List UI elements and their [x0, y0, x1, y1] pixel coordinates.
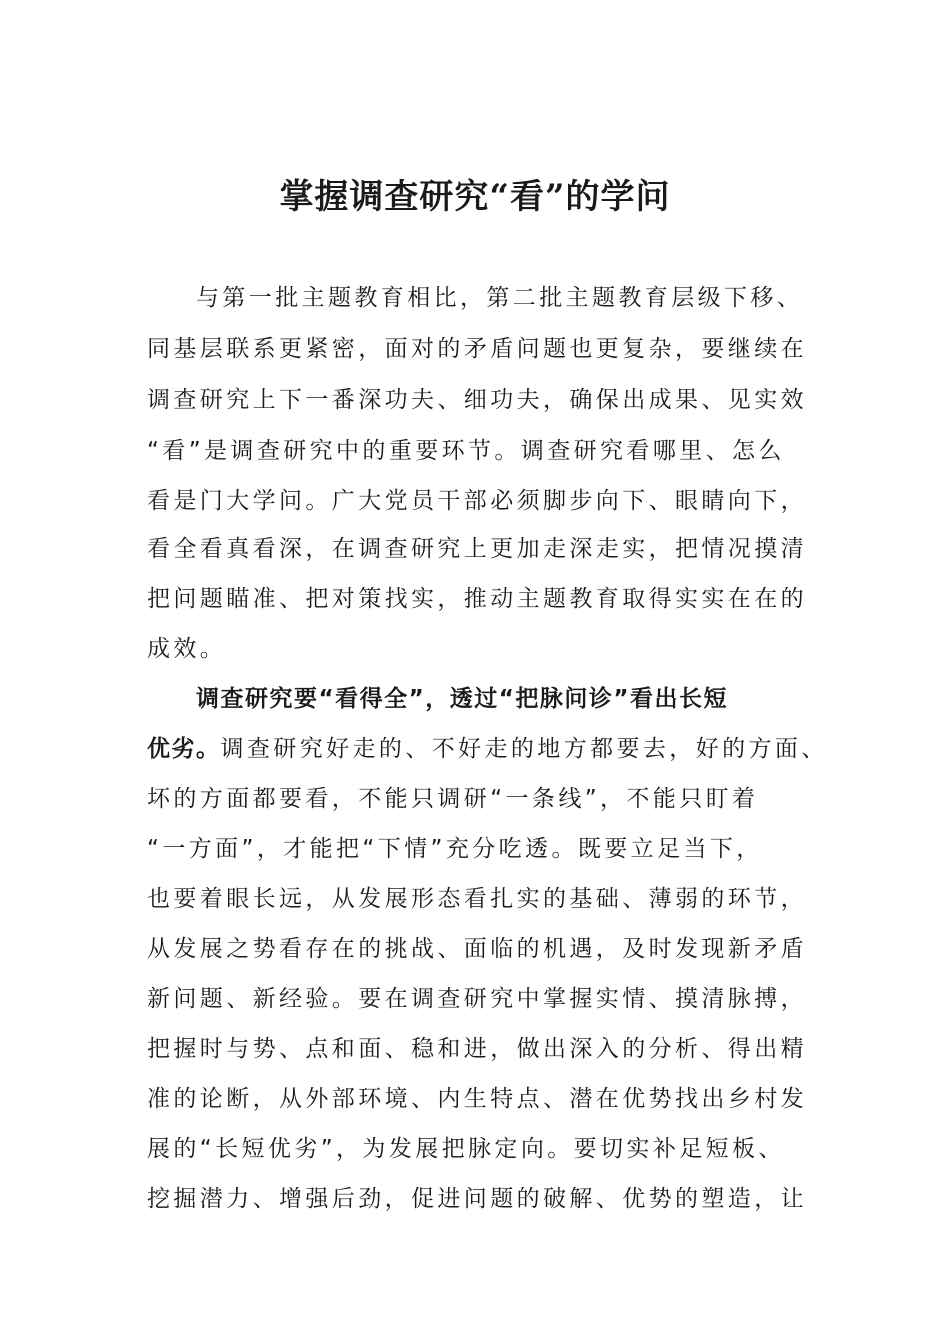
paragraph-1-line-5: 看是门大学问。广大党员干部必须脚步向下、眼睛向下，	[147, 488, 807, 514]
paragraph-2-line-10: 展的“长短优劣”，为发展把脉定向。要切实补足短板、	[147, 1136, 785, 1162]
document-title: 掌握调查研究“看”的学问	[279, 177, 671, 217]
paragraph-1-line-3: 调查研究上下一番深功夫、细功夫，确保出成果、见实效	[147, 387, 807, 413]
paragraph-2-line-7: 新问题、新经验。要在调查研究中掌握实情、摸清脉搏，	[147, 986, 807, 1012]
paragraph-1-line-4: “看”是调查研究中的重要环节。调查研究看哪里、怎么	[147, 438, 785, 464]
paragraph-1-line-7: 把问题瞄准、把对策找实，推动主题教育取得实实在在的	[147, 586, 807, 612]
paragraph-2-line-2	[147, 733, 828, 765]
paragraph-2-line-4: “一方面”，才能把“下情”充分吃透。既要立足当下，	[147, 836, 763, 862]
paragraph-1-line-1: 与第一批主题教育相比，第二批主题教育层级下移、	[196, 285, 804, 311]
paragraph-2-line-5: 也要着眼长远，从发展形态看扎实的基础、薄弱的环节，	[147, 886, 807, 912]
paragraph-2-heading: 调查研究要“看得全”，透过“把脉问诊”看出长短	[196, 686, 728, 712]
paragraph-2-line-11: 挖掘潜力、增强后劲，促进问题的破解、优势的塑造，让	[147, 1186, 807, 1212]
paragraph-2-line-8: 把握时与势、点和面、稳和进，做出深入的分析、得出精	[147, 1036, 807, 1062]
paragraph-1-line-6: 看全看真看深，在调查研究上更加走深走实，把情况摸清	[147, 536, 807, 562]
paragraph-2-line-2-text: 调查研究好走的、不好走的地方都要去，好的方面、	[220, 736, 828, 762]
paragraph-1-line-8: 成效。	[147, 636, 227, 662]
paragraph-2-line-3: 坏的方面都要看，不能只调研“一条线”，不能只盯着	[147, 786, 759, 812]
paragraph-2-line-9: 准的论断，从外部环境、内生特点、潜在优势找出乡村发	[147, 1086, 807, 1112]
paragraph-1-line-2: 同基层联系更紧密，面对的矛盾问题也更复杂，要继续在	[147, 336, 807, 362]
paragraph-2-heading-end: 优劣。	[147, 736, 221, 762]
paragraph-2-line-6: 从发展之势看存在的挑战、面临的机遇，及时发现新矛盾	[147, 936, 807, 962]
